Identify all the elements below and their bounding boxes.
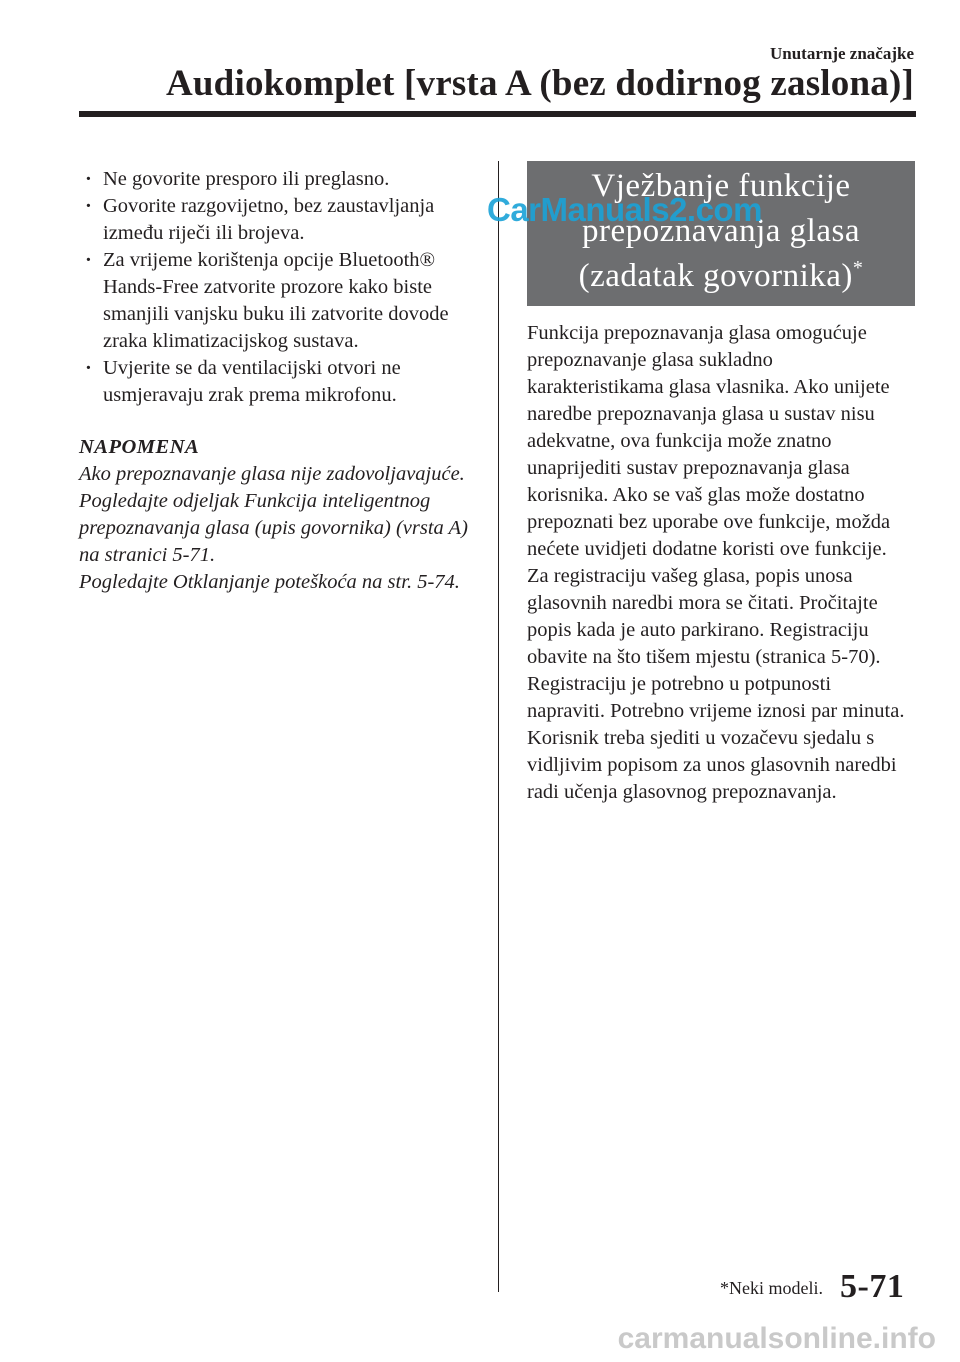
note-line: Pogledajte Otklanjanje poteškoća na str. 5-74. (79, 571, 460, 593)
section-heading-line (527, 254, 915, 299)
note-heading: NAPOMENA (79, 436, 200, 458)
section-heading (487, 161, 915, 306)
section-paragraph: Funkcija prepoznavanja glasa omogućuje prepoznavanje glasa sukladno karakteristikama glasa vlasnika. Ako unijete naredbe prepoznavanja glasa u sustav nisu adekvatne, ova funkcija može znatno unaprijediti sustav prepoznavanja glasa korisnika. Ako se vaš glas može dostatno prepoznati bez uporabe ove funkcije, možda nećete uvidjeti dodatne koristi ove funkcije. Za registraciju vašeg glasa, popis unosa glasovnih naredbi mora se čitati. Pročitajte popis kada je auto parkirano. Registraciju obavite na što tišem mjestu (stranica 5-70). Registraciju je potrebno u potpunosti napraviti. Potrebno vrijeme iznosi par minuta. Korisnik treba sjediti u vozačevu sjedalu s vidljivim popisom za unos glasovnih naredbi radi učenja glasovnog prepoznavanja. (527, 322, 905, 803)
page-title: Audiokomplet [vrsta A (bez dodirnog zaslona)] (165, 63, 914, 104)
optional-feature-mark: * (852, 257, 864, 279)
site-watermark: carmanualsonline.info (617, 1322, 936, 1355)
column-divider (498, 161, 499, 1292)
header-section-label: Unutarnje značajke (769, 44, 914, 63)
section-heading-line: Vježbanje funkcije (591, 168, 851, 204)
tips-list (79, 166, 479, 409)
list-item: · Za vrijeme korištenja opcije Bluetooth® Hands-Free zatvorite prozore kako biste smanjili vanjsku buku ili zatvorite dovode zraka klimatizacijskog sustava. (79, 247, 479, 355)
footnote: *Neki modeli. (720, 1278, 823, 1298)
header-rule (79, 111, 916, 117)
list-item: · Govorite razgovijetno, bez zaustavljanja između riječi ili brojeva. (79, 193, 479, 247)
note-line: Ako prepoznavanje glasa nije zadovoljavajuće. (79, 463, 465, 485)
list-item: · Uvjerite se da ventilacijski otvori ne usmjeravaju zrak prema mikrofonu. (79, 355, 479, 409)
note-line: Pogledajte odjeljak Funkcija inteligentnog prepoznavanja glasa (upis govornika) (vrsta A) na stranici 5-71. (79, 490, 468, 566)
section-heading-text: (zadatak govornika) (578, 258, 853, 294)
left-column (79, 166, 479, 596)
list-item: · Ne govorite presporo ili preglasno. (79, 166, 479, 193)
watermark-logo: CarManuals2.com (487, 191, 762, 228)
note-block (79, 434, 479, 596)
right-column (487, 161, 915, 806)
section-heading-line: prepoznavanja glasa (582, 213, 860, 249)
page-number: 5-71 (840, 1268, 905, 1305)
